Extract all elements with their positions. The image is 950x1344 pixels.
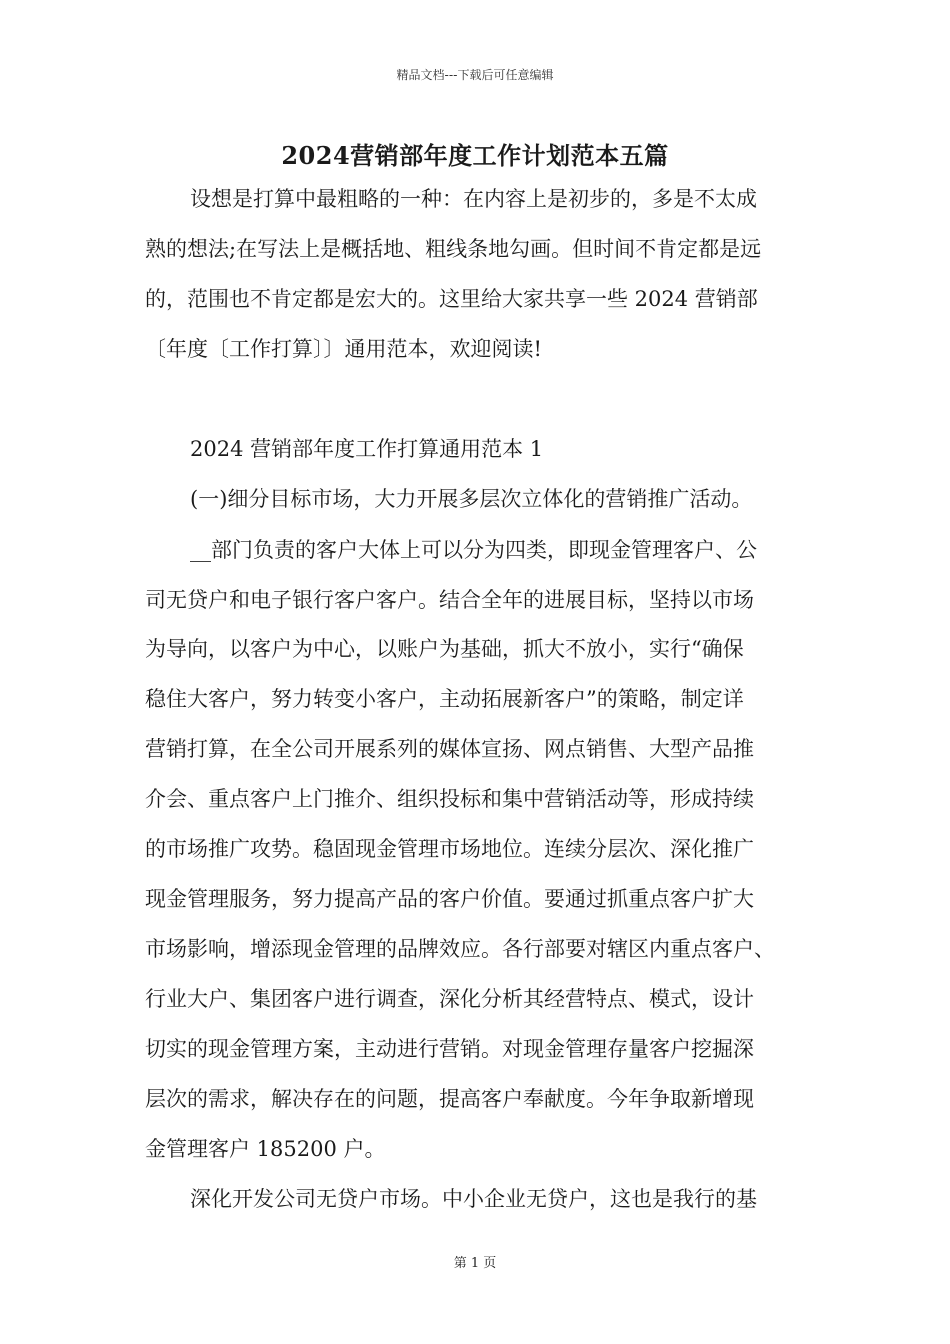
paragraph-line: 的，范围也不肯定都是宏大的。这里给大家共享一些 2024 营销部 bbox=[145, 287, 758, 311]
paragraph-line: 现金管理服务，努力提高产品的客户价值。要通过抓重点客户扩大 bbox=[145, 887, 754, 911]
page-header: 精品文档---下载后可任意编辑 bbox=[396, 68, 554, 82]
document-title: 2024营销部年度工作计划范本五篇 bbox=[281, 141, 669, 170]
section-heading: 2024 营销部年度工作打算通用范本 1 bbox=[190, 437, 544, 461]
paragraph-line: 司无贷户和电子银行客户客户。结合全年的进展目标，坚持以市场 bbox=[145, 588, 754, 612]
paragraph-line: 的市场推广攻势。稳固现金管理市场地位。连续分层次、深化推广 bbox=[145, 837, 754, 861]
paragraph-line: 介会、重点客户上门推介、组织投标和集中营销活动等，形成持续 bbox=[145, 787, 754, 811]
paragraph-line: 设想是打算中最粗略的一种：在内容上是初步的，多是不太成 bbox=[190, 187, 757, 211]
paragraph-line: 深化开发公司无贷户市场。中小企业无贷户，这也是我行的基 bbox=[190, 1187, 757, 1211]
paragraph-line: 切实的现金管理方案，主动进行营销。对现金管理存量客户挖掘深 bbox=[145, 1037, 754, 1061]
paragraph-line: 为导向，以客户为中心，以账户为基础，抓大不放小，实行“确保 bbox=[145, 637, 744, 661]
paragraph-line: __部门负责的客户大体上可以分为四类，即现金管理客户、公 bbox=[190, 538, 757, 562]
paragraph-line: 金管理客户 185200 户。 bbox=[145, 1137, 386, 1161]
paragraph-line: 层次的需求，解决存在的问题，提高客户奉献度。今年争取新增现 bbox=[145, 1087, 754, 1111]
paragraph-line: 熟的想法;在写法上是概括地、粗线条地勾画。但时间不肯定都是远 bbox=[145, 237, 762, 261]
paragraph-line: 〔年度〔工作打算〕〕通用范本，欢迎阅读! bbox=[145, 337, 542, 361]
paragraph-line: (一)细分目标市场，大力开展多层次立体化的营销推广活动。 bbox=[190, 487, 753, 511]
paragraph-line: 稳住大客户，努力转变小客户，主动拓展新客户”的策略，制定详 bbox=[145, 687, 744, 711]
paragraph-line: 营销打算，在全公司开展系列的媒体宣扬、网点销售、大型产品推 bbox=[145, 737, 754, 761]
page-number: 第 1 页 bbox=[453, 1256, 497, 1271]
paragraph-line: 行业大户、集团客户进行调查，深化分析其经营特点、模式，设计 bbox=[145, 987, 754, 1011]
paragraph-line: 市场影响，增添现金管理的品牌效应。各行部要对辖区内重点客户、 bbox=[145, 937, 775, 961]
